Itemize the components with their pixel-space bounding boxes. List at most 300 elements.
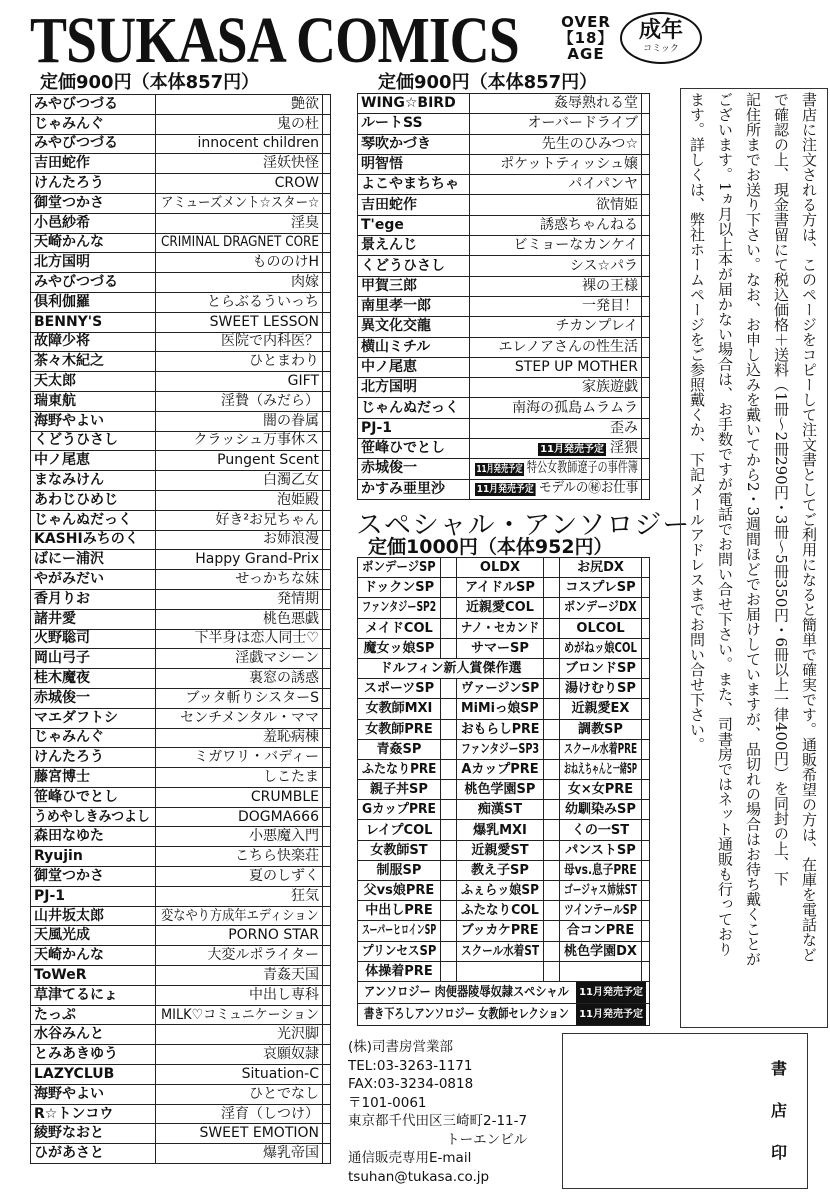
title-content [475,460,638,478]
check-box [441,578,457,598]
anthology-title-text: OLCOL [576,620,625,636]
anthology-title [358,780,441,800]
title-text: SWEET LESSON [209,313,319,330]
author [31,886,156,906]
anthology-title [358,618,441,638]
title [156,1144,323,1164]
author-text: 桂木魔夜 [34,670,90,686]
table-row [31,332,331,352]
author-text: ルートSS [361,115,423,132]
title [156,233,323,253]
check-box [323,1065,331,1085]
email-label: 通信販売専用E-mail [348,1150,472,1166]
special-heading: スペシャル・アンソロジー [356,510,691,541]
author [31,550,156,570]
check-box [323,589,331,609]
title-text: パイパンヤ [568,176,638,193]
check-box [323,629,331,649]
anthology-title [560,941,642,961]
title-content [568,176,638,193]
anthology-title-text: 近親愛COL [466,600,534,616]
author [31,669,156,689]
check-box [323,768,331,788]
title [156,649,323,669]
check-box [441,941,457,961]
title [470,94,642,114]
author-text: 天風光成 [34,927,90,944]
author-text: 諸井愛 [34,610,76,627]
anthology-title [457,921,544,941]
author [31,332,156,352]
anthology-title-text: レイプCOL [365,822,433,838]
check-box [642,236,650,256]
anthology-title-text: 爆乳MXI [473,822,527,838]
anthology-title [560,638,642,658]
author [31,906,156,926]
title-content [582,278,638,295]
postal-code: 〒101-0061 [348,1094,427,1111]
table-row [31,589,331,609]
title-text: 好き²お兄ちゃん [215,511,319,528]
anthology-title [560,901,642,921]
check-box [441,699,457,719]
check-box [544,881,560,901]
check-box [642,276,650,296]
anthology-title-text: ボンデージSP [362,560,436,576]
anthology-title-text: 親子丼SP [370,782,428,798]
table-row [31,431,331,451]
anthology-title [457,860,544,880]
title-text: 淫育（しつけ） [221,1105,319,1122]
check-box [642,961,650,981]
check-box [323,352,331,372]
author-text: 御堂つかさ [34,867,104,884]
check-box [323,193,331,213]
anthology-title-text: めがねッ娘COL [564,640,637,656]
table-row [31,490,331,510]
mid-title-list [357,93,650,500]
check-box [544,961,560,981]
author [31,193,156,213]
title [470,215,642,235]
title [156,787,323,807]
author [31,807,156,827]
author-text: 横山ミチル [361,338,431,355]
title-text: 姦辱熟れる堂 [554,95,638,112]
author-text: 茶々木紀之 [34,353,104,370]
table-row [31,669,331,689]
author-text: 中ノ尾恵 [361,359,417,375]
author [358,276,470,296]
table-row [31,609,331,629]
anthology-title [560,860,642,880]
table-row [358,719,650,739]
check-box [441,921,457,941]
check-box [323,134,331,154]
title [156,1084,323,1104]
table-row [31,174,331,194]
title [156,213,323,233]
author [31,867,156,887]
table-row [358,296,650,316]
author [31,609,156,629]
author [358,398,470,418]
title-content [540,217,638,234]
author-text: じゃんぬだっく [361,399,459,416]
author [31,471,156,491]
author [31,768,156,788]
upcoming-title: アンソロジー 肉便器陵辱奴隷スペシャル [364,984,569,1000]
author [31,1084,156,1104]
title [156,292,323,312]
title-text: Happy Grand-Prix [195,551,319,568]
title [470,296,642,316]
anthology-title-text: 桃色学園DX [564,943,637,959]
table-row [31,273,331,293]
table-row [358,699,650,719]
author [31,748,156,768]
special-anthology-table [357,557,650,1026]
check-box [642,901,650,921]
title-text: 闇の眷属 [263,412,319,429]
anthology-title [560,578,642,598]
anthology-title-text: おもらしPRE [460,721,540,737]
title-text: 鬼の杜 [277,115,319,132]
author [31,411,156,431]
stamp-char: 店 [770,1101,787,1120]
anthology-title [457,739,544,759]
author-text: 北方国明 [34,254,90,271]
author-text: 海野やよい [34,1085,104,1102]
table-row [31,510,331,530]
anthology-title [457,558,544,578]
author-text: 御堂つかさ [34,194,104,211]
table-row [358,881,650,901]
title [156,926,323,946]
title [156,431,323,451]
author [31,1025,156,1045]
check-box [544,840,560,860]
anthology-title-text: くの一ST [571,822,630,838]
anthology-title [358,558,441,578]
title [156,411,323,431]
author-text: 瑞東航 [34,392,76,409]
check-box [642,719,650,739]
table-row [358,860,650,880]
author [358,479,470,499]
title [470,337,642,357]
title-text: CROW [274,175,319,192]
title [156,688,323,708]
anthology-title-text: ドルフィン新人賞傑作選 [379,661,522,677]
release-badge: 11月発売予定 [476,484,534,496]
check-box [323,1005,331,1025]
anthology-title-text: ファンタジーSP2 [361,600,437,616]
anthology-title [358,638,441,658]
check-box [642,820,650,840]
anthology-title-text: 教え子SP [471,862,529,878]
check-box [544,921,560,941]
check-box [323,253,331,273]
anthology-title [457,840,544,860]
check-box [642,881,650,901]
anthology-title-text: 母vs.息子PRE [564,862,637,878]
author-text: 岡山弓子 [34,650,90,667]
table-row [358,357,650,377]
check-box [441,638,457,658]
author [358,256,470,276]
check-box [544,658,560,678]
title [156,471,323,491]
anthology-title [560,558,642,578]
check-box [323,827,331,847]
title-content [582,298,638,315]
title-content [475,480,638,498]
title-text: 医院で内科医？ [221,333,319,350]
check-box [323,748,331,768]
check-box [642,618,650,638]
anthology-title [457,820,544,840]
check-box [642,578,650,598]
title-text: 下半身は恋人同士♡ [194,630,319,647]
title-text: SWEET EMOTION [199,1125,319,1142]
title-text: 淫贄（みだら） [221,392,319,409]
title [470,154,642,174]
anthology-title-text: GカップPRE [362,802,437,818]
anthology-title [457,638,544,658]
title [470,439,642,459]
author-text: 故障少将 [34,333,90,350]
anthology-title [560,800,642,820]
anthology-title-text: 女教師PRE [365,721,433,737]
anthology-title [457,759,544,779]
release-badge: 11月発売予定 [540,443,604,455]
check-box [441,558,457,578]
anthology-title [457,780,544,800]
author-text: Ryujin [34,848,83,865]
title-text: CRIMINAL DRAGNET CORE [161,234,320,251]
check-box [642,840,650,860]
anthology-title-text: 女教師MXI [365,701,433,717]
title [156,1005,323,1025]
bookstore-stamp-box [562,1033,808,1189]
upcoming-anthology [358,1003,650,1025]
title [156,1104,323,1124]
notice-line: で確認の上、現金書留にて税込価格＋送料（1冊～2冊290円・3冊～5冊350円・6冊以上一律400円）を同封の上、下 [772,92,790,886]
anthology-title-text: ブロンドSP [565,661,636,677]
title-text: ひとでなし [249,1085,319,1102]
title [470,398,642,418]
title-text: 欲情姫 [596,196,638,213]
author-text: まなみけん [34,472,104,489]
title-content [515,359,638,376]
title-text: しこたま [263,768,319,785]
title [470,479,642,499]
check-box [642,134,650,154]
author [31,570,156,590]
title-content [499,339,638,356]
author [358,337,470,357]
author [31,589,156,609]
author-text: 海野やよい [34,412,104,429]
author-text: とみあきゆう [34,1046,118,1063]
author [31,530,156,550]
author-text: 赤城俊一 [361,460,417,477]
check-box [642,398,650,418]
check-box [642,459,650,479]
author-text: PJ-1 [34,887,66,904]
check-box [323,411,331,431]
anthology-title-text: スポーツSP [363,681,435,697]
table-row [31,926,331,946]
check-box [323,728,331,748]
anthology-title [358,658,544,678]
title-text: ブッタ斬りシスターS [185,689,319,706]
check-box [323,312,331,332]
anthology-title-text: プリンセスSP [361,943,437,959]
check-box [642,598,650,618]
check-box [441,820,457,840]
anthology-title [560,658,642,678]
title-text: 小悪魔入門 [249,828,319,845]
table-row [358,800,650,820]
title-text: クラッシュ万事休ス [193,432,319,449]
author [358,459,470,479]
check-box [323,292,331,312]
author-text: 異文化交龍 [361,318,431,335]
table-row [358,961,650,981]
anthology-title [560,618,642,638]
table-row [358,418,650,438]
table-row [31,352,331,372]
table-row [31,253,331,273]
price-mid: 定価900円（本体857円） [378,72,598,93]
title [156,134,323,154]
anthology-title [457,598,544,618]
check-box [642,337,650,357]
phone: TEL:03-3263-1171 [348,1057,473,1074]
author-text: かすみ亜里沙 [361,480,445,497]
title-text: エレノアさんの性生活 [498,338,638,355]
company-name: (株)司書房営業部 [348,1039,454,1055]
check-box [323,233,331,253]
title [156,728,323,748]
title-text: 羞恥病棟 [263,729,319,746]
table-row [31,1045,331,1065]
check-box [441,780,457,800]
title-text: 淫妖快怪 [263,155,319,172]
anthology-title-text: スクール水着PRE [563,741,638,757]
check-box [642,317,650,337]
check-box [642,679,650,699]
author [31,114,156,134]
anthology-title [457,618,544,638]
title [156,154,323,174]
anthology-title-text: 幼馴染みSP [565,802,636,818]
title-text: 大変ルポライター [207,947,319,964]
check-box [323,1025,331,1045]
check-box [544,780,560,800]
check-box [642,378,650,398]
table-row [31,570,331,590]
title-text: 艶欲 [291,95,319,112]
author [358,296,470,316]
email: tsuhan@tukasa.co.jp [348,1168,490,1185]
check-box [323,114,331,134]
author [358,94,470,114]
title-text: 歪み [610,419,638,436]
title-text: 中出し専科 [249,986,319,1003]
age-over: OVER [561,13,611,31]
check-box [323,550,331,570]
anthology-title-text: 女教師ST [370,842,428,858]
table-row [358,840,650,860]
adult-badge-sub: コミック [643,44,679,54]
title [156,748,323,768]
check-box [323,273,331,293]
check-box [323,1104,331,1124]
author [31,134,156,154]
check-box [544,860,560,880]
upcoming-title: 書き下ろしアンソロジー 女教師セレクション [364,1006,569,1022]
special-price: 定価1000円（本体952円） [368,536,613,558]
anthology-title-text: 女×女PRE [567,782,634,798]
anthology-title-text: ナノ・セカンド [460,620,540,636]
check-box [323,95,331,115]
title-text: 肉嫁 [291,274,319,291]
release-badge: 11月発売予定 [476,463,523,475]
anthology-title-text: ツインテールSP [564,903,637,919]
anthology-title-text: 桃色学園SP [464,782,536,798]
stamp-char: 印 [770,1143,787,1162]
author-text: 天崎かんな [34,234,104,251]
author-text: BENNY'S [34,313,103,330]
anthology-title-text: 青姦SP [376,741,422,757]
author [358,215,470,235]
title [470,378,642,398]
anthology-title-text: AカップPRE [461,761,539,777]
author [31,1104,156,1124]
author-text: 赤城俊一 [34,689,90,706]
author [31,688,156,708]
title-text: 変なやり方成年エディション [161,907,320,924]
table-row [358,780,650,800]
title-text: チカンプレイ [555,318,638,335]
title [470,357,642,377]
table-row [31,1065,331,1085]
table-row [358,439,650,459]
author [31,946,156,966]
check-box [323,847,331,867]
title [470,175,642,195]
author-text: PJ-1 [361,419,393,436]
title [156,1124,323,1144]
anthology-title [358,901,441,921]
table-row [358,398,650,418]
order-notice [680,88,828,1028]
anthology-title-text: メイドCOL [365,620,433,636]
anthology-title-text: パンストSP [565,842,636,858]
title-text: 夏のしずく [249,867,319,884]
author-text: じゃみんぐ [34,115,104,132]
table-row [31,95,331,115]
title-content [596,197,638,214]
anthology-title-text: 近親愛EX [571,701,630,717]
address: 東京都千代田区三崎町2-11-7 [348,1113,528,1129]
title [156,312,323,332]
author [31,629,156,649]
author [31,847,156,867]
